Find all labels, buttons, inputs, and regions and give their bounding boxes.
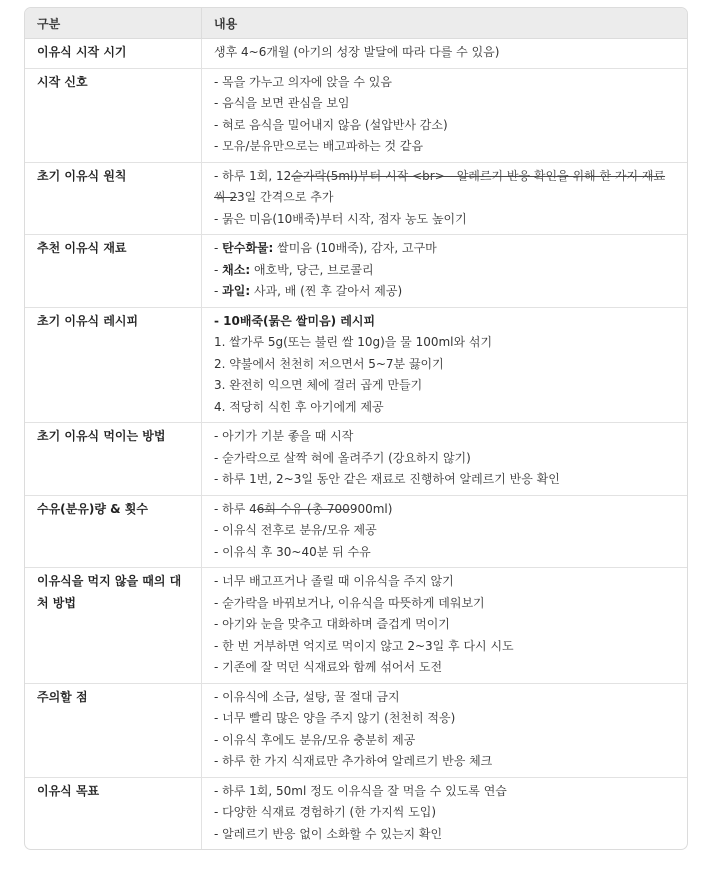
row-category: 초기 이유식 레시피 xyxy=(25,308,201,424)
table-row xyxy=(25,496,687,569)
content-line: - 아기와 눈을 맞추고 대화하며 즐겁게 먹이기 xyxy=(214,617,450,631)
content-line: - 모유/분유만으로는 배고파하는 것 같음 xyxy=(214,139,424,153)
row-category: 이유식 목표 xyxy=(37,783,100,798)
line-prefix: - 하루 4 xyxy=(214,501,257,516)
row-content xyxy=(201,496,687,569)
content-line: - 하루 1번, 2~3일 동안 같은 재료로 진행하여 알레르기 반응 확인 xyxy=(214,472,560,486)
content-line: 생후 4~6개월 (아기의 성장 발달에 따라 다를 수 있음) xyxy=(214,45,500,59)
row-content xyxy=(201,423,687,496)
content-line: - 혀로 음식을 밀어내지 않음 (설압반사 감소) xyxy=(214,117,448,132)
line-suffix: 900ml) xyxy=(349,501,393,516)
table-row xyxy=(25,568,687,684)
content-line: - 목을 가누고 의자에 앉을 수 있음 xyxy=(214,74,392,89)
content-line: - 다양한 식재료 경험하기 (한 가지씩 도입) xyxy=(214,805,437,819)
table-row xyxy=(25,39,687,69)
strikethrough-text: 숟가락(5ml)부터 시작 <br> - 알레르기 반응 확인을 위해 한 가지 재료씩 2 xyxy=(214,168,666,204)
content-line: - 아기가 기분 좋을 때 시작 xyxy=(214,429,354,443)
ingredient-label: 채소: xyxy=(222,262,251,277)
row-category: 추천 이유식 재료 xyxy=(25,235,201,308)
table-row xyxy=(25,778,687,850)
content-line: - 하루 1회, 50ml 정도 이유식을 잘 먹을 수 있도록 연습 xyxy=(214,783,507,798)
content-line: - 이유식에 소금, 설탕, 꿀 절대 금지 xyxy=(214,689,400,704)
content-line: - 이유식 전후로 분유/모유 제공 xyxy=(214,523,377,537)
ingredient-label: 탄수화물: xyxy=(222,241,274,255)
content-line: - 너무 배고프거나 졸릴 때 이유식을 주지 않기 xyxy=(214,574,454,588)
ingredient-item: - 채소: 애호박, 당근, 브로콜리 xyxy=(214,262,374,277)
content-line: - 숟가락으로 살짝 혀에 올려주기 (강요하지 않기) xyxy=(214,450,471,465)
line-suffix: 3일 간격으로 추가 xyxy=(237,190,334,204)
line-number: 2 xyxy=(283,168,292,183)
row-category: 이유식 시작 시기 xyxy=(25,39,201,69)
header-row xyxy=(25,8,687,39)
row-category: 초기 이유식 원칙 xyxy=(25,163,201,236)
row-category: 시작 신호 xyxy=(25,69,201,163)
strikethrough-text: 6회 수유 (총 700 xyxy=(256,501,350,516)
ingredient-item: - 탄수화물: 쌀미음 (10배죽), 감자, 고구마 xyxy=(214,241,437,255)
content-line: - 한 번 거부하면 억지로 먹이지 않고 2~3일 후 다시 시도 xyxy=(214,638,514,653)
row-category: 수유(분유)량 & 횟수 xyxy=(25,496,201,569)
row-content xyxy=(201,69,687,163)
ingredient-label: 과일: xyxy=(222,284,251,298)
content-line: - 알레르기 반응 없이 소화할 수 있는지 확인 xyxy=(214,826,443,841)
table-row xyxy=(25,423,687,496)
row-content xyxy=(201,308,687,424)
header-category: 구분 xyxy=(25,8,201,39)
row-content xyxy=(201,163,687,236)
content-line-with-strikethrough xyxy=(214,166,675,209)
table-container xyxy=(24,7,686,850)
content-line: - 이유식 후 30~40분 뒤 수유 xyxy=(214,544,371,559)
row-category: 이유식을 먹지 않을 때의 대처 방법 xyxy=(25,568,201,684)
content-line: - 기존에 잘 먹던 식재료와 함께 섞어서 도전 xyxy=(214,660,443,674)
row-category: 주의할 점 xyxy=(25,684,201,778)
row-content xyxy=(201,39,687,69)
baby-food-table xyxy=(24,7,688,850)
content-line: - 너무 빨리 많은 양을 주지 않기 (천천히 적응) xyxy=(214,711,456,725)
row-content xyxy=(201,235,687,308)
row-content xyxy=(201,778,687,850)
table-row xyxy=(25,235,687,308)
ingredient-item: - 과일: 사과, 배 (찐 후 갈아서 제공) xyxy=(214,284,403,298)
ingredient-text: 애호박, 당근, 브로콜리 xyxy=(250,262,374,277)
content-line: - 묽은 미음(10배죽)부터 시작, 점자 농도 높이기 xyxy=(214,211,467,226)
ingredient-text: 사과, 배 (찐 후 갈아서 제공) xyxy=(250,284,403,298)
recipe-title: - 10배죽(묽은 쌀미음) 레시피 xyxy=(214,313,376,328)
content-line: - 이유식 후에도 분유/모유 충분히 제공 xyxy=(214,732,416,747)
row-content xyxy=(201,684,687,778)
content-line-with-strikethrough xyxy=(214,499,675,521)
row-category: 초기 이유식 먹이는 방법 xyxy=(25,423,201,496)
recipe-step: 3. 완전히 익으면 체에 걸러 곱게 만들기 xyxy=(214,378,423,392)
recipe-step: 2. 약불에서 천천히 저으면서 5~7분 끓이기 xyxy=(214,356,444,371)
table-row xyxy=(25,308,687,424)
content-line: - 하루 한 가지 식재료만 추가하여 알레르기 반응 체크 xyxy=(214,754,493,768)
recipe-step: 1. 쌀가루 5g(또는 불린 쌀 10g)을 물 100ml와 섞기 xyxy=(214,335,493,349)
header-content: 내용 xyxy=(201,8,687,39)
line-prefix: - 하루 1회, 1 xyxy=(214,168,284,183)
recipe-step: 4. 적당히 식힌 후 아기에게 제공 xyxy=(214,399,384,414)
table-row xyxy=(25,684,687,778)
content-line: - 숟가락을 바꿔보거나, 이유식을 따뜻하게 데워보기 xyxy=(214,595,485,610)
table-row xyxy=(25,69,687,163)
row-content xyxy=(201,568,687,684)
content-line: - 음식을 보면 관심을 보임 xyxy=(214,96,350,110)
ingredient-text: 쌀미음 (10배죽), 감자, 고구마 xyxy=(273,241,437,255)
table-row xyxy=(25,163,687,236)
